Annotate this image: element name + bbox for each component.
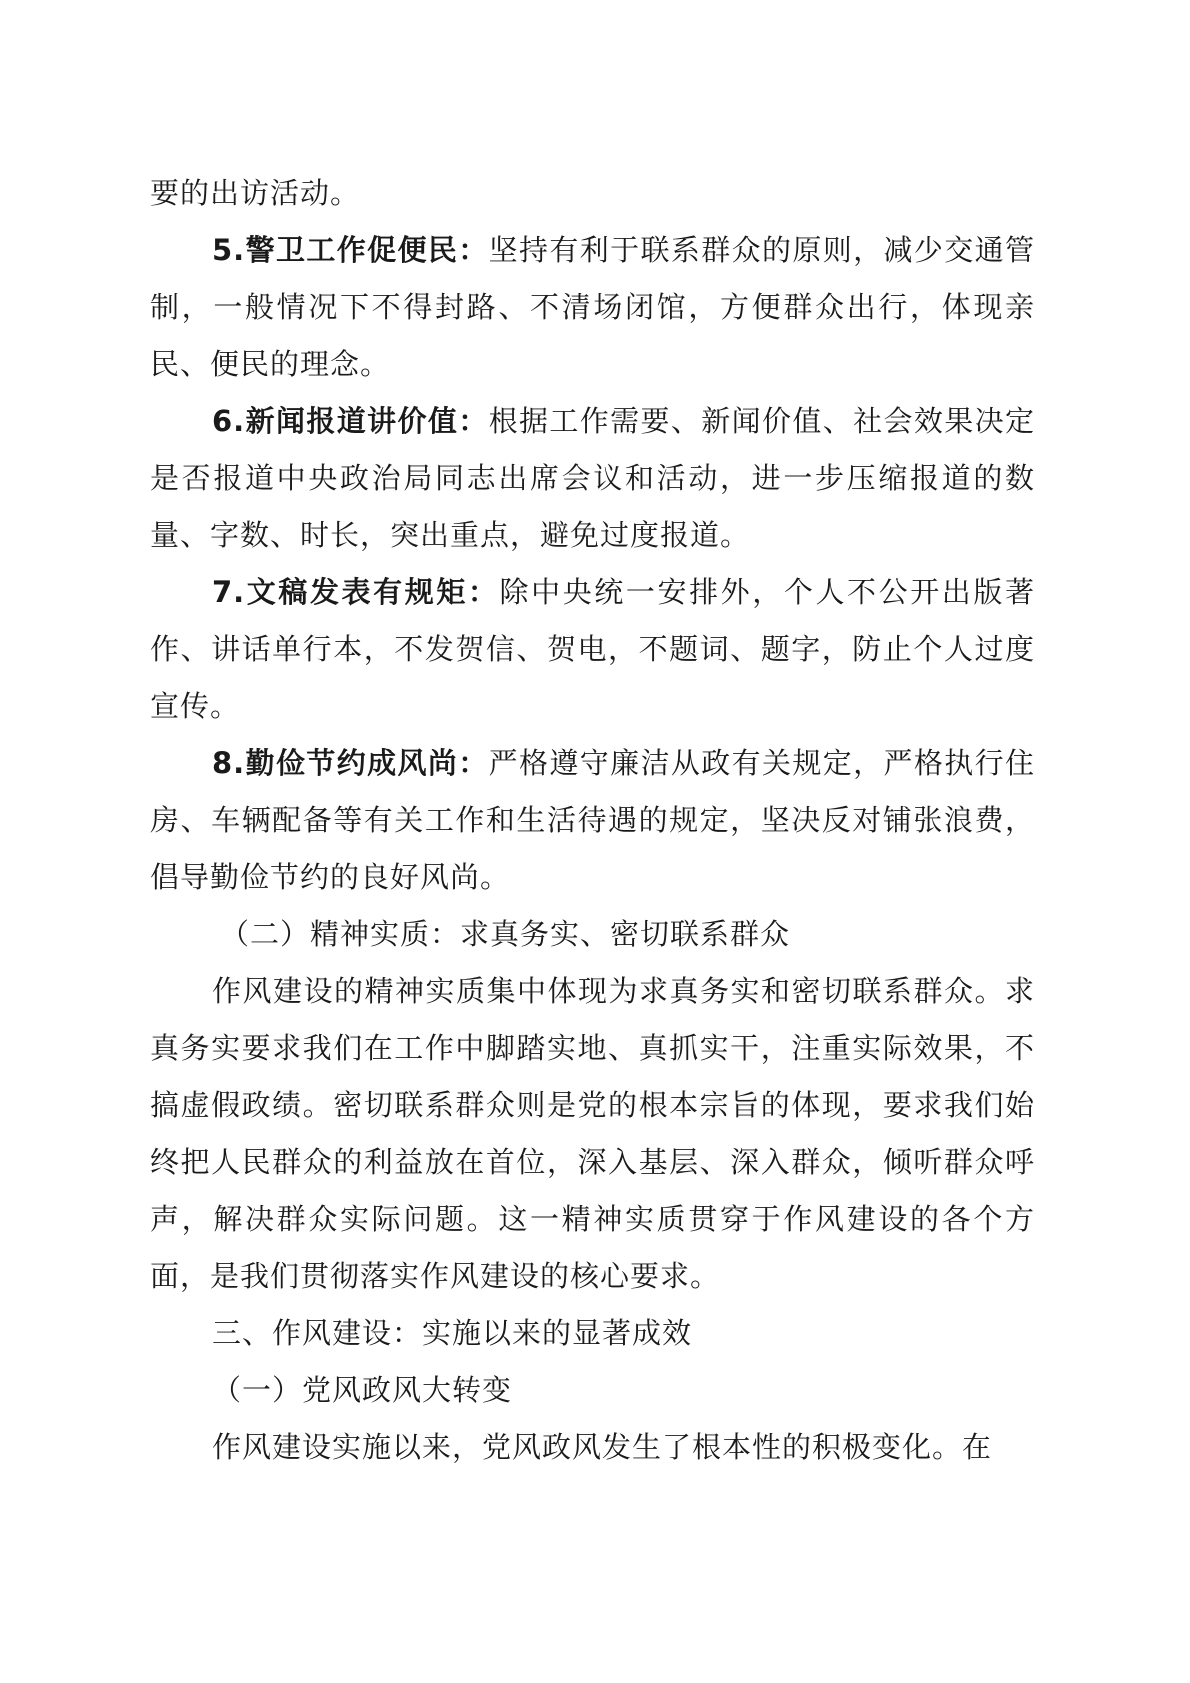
item-text-7: 除中央统一安排外，个人不公开出版著作、讲话单行本，不发贺信、贺电，不题词、题字，防止个人过度宣传。 <box>150 575 1035 723</box>
spirit-paragraph: 作风建设的精神实质集中体现为求真务实和密切联系群众。求真务实要求我们在工作中脚踏实地、真抓实干，注重实际效果，不搞虚假政绩。密切联系群众则是党的根本宗旨的体现，要求我们始终把人民群众的利益放在首位，深入基层、深入群众，倾听群众呼声，解决群众实际问题。这一精神实质贯穿于作风建设的各个方面，是我们贯彻落实作风建设的核心要求。 <box>150 974 1035 1293</box>
last-paragraph: 作风建设实施以来，党风政风发生了根本性的积极变化。在 <box>212 1430 993 1464</box>
item-paragraph-8 <box>150 735 1035 906</box>
item-lead-5: 5.警卫工作促便民： <box>212 233 489 267</box>
item-lead-8: 8.勤俭节约成风尚： <box>212 746 489 780</box>
item-paragraph-5 <box>150 222 1035 393</box>
continuation-paragraph: 要的出访活动。 <box>150 176 361 210</box>
item-lead-7: 7.文稿发表有规矩： <box>212 575 500 609</box>
section-heading-3: 三、作风建设：实施以来的显著成效 <box>212 1316 693 1350</box>
subheading-3-1: （一）党风政风大转变 <box>212 1373 513 1407</box>
subheading-spirit: （二）精神实质：求真务实、密切联系群众 <box>220 917 791 951</box>
item-text-5: 坚持有利于联系群众的原则，减少交通管制，一般情况下不得封路、不清场闭馆，方便群众出行，体现亲民、便民的理念。 <box>150 233 1035 381</box>
item-lead-6: 6.新闻报道讲价值： <box>212 404 489 438</box>
item-paragraph-7 <box>150 564 1035 735</box>
document-page <box>150 165 1035 1476</box>
item-paragraph-6 <box>150 393 1035 564</box>
item-text-8: 严格遵守廉洁从政有关规定，严格执行住房、车辆配备等有关工作和生活待遇的规定，坚决反对铺张浪费，倡导勤俭节约的良好风尚。 <box>150 746 1035 894</box>
item-text-6: 根据工作需要、新闻价值、社会效果决定是否报道中央政治局同志出席会议和活动，进一步压缩报道的数量、字数、时长，突出重点，避免过度报道。 <box>150 404 1035 552</box>
